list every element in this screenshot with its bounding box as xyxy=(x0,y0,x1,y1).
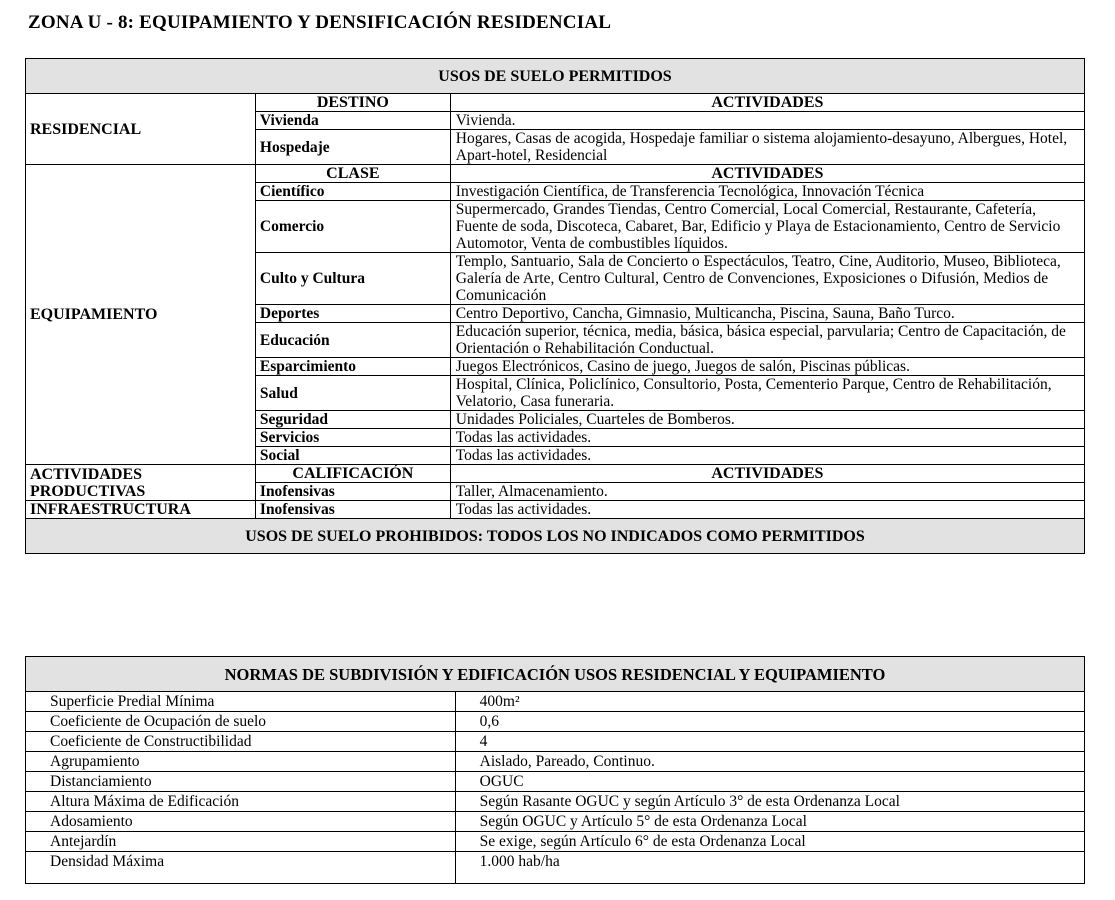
category-productivas: ACTIVIDADES PRODUCTIVAS xyxy=(26,465,256,501)
table-row xyxy=(26,752,1085,772)
clase-cell: Social xyxy=(255,447,450,465)
usos-suelo-table xyxy=(25,58,1085,554)
normas-header: NORMAS DE SUBDIVISIÓN Y EDIFICACIÓN USOS RESIDENCIAL Y EQUIPAMIENTO xyxy=(26,657,1085,692)
table-row xyxy=(26,772,1085,792)
norma-label: Densidad Máxima xyxy=(26,852,456,884)
col-actividades: ACTIVIDADES xyxy=(450,94,1084,112)
col-actividades: ACTIVIDADES xyxy=(450,465,1084,483)
table-row xyxy=(26,852,1085,884)
norma-value: Según Rasante OGUC y según Artículo 3° de esta Ordenanza Local xyxy=(455,792,1084,812)
norma-value: 4 xyxy=(455,732,1084,752)
clase-cell: Seguridad xyxy=(255,411,450,429)
norma-label: Coeficiente de Ocupación de suelo xyxy=(26,712,456,732)
normas-table xyxy=(25,656,1085,884)
actividades-cell: Supermercado, Grandes Tiendas, Centro Comercial, Local Comercial, Restaurante, Cafetería, Fuente de soda, Discoteca, Cabaret, Bar, Edificio y Playa de Estacionamiento, Centro de Servicio Automotor, Venta de combustibles líquidos. xyxy=(450,201,1084,253)
clase-cell: Salud xyxy=(255,376,450,411)
norma-value: Se exige, según Artículo 6° de esta Ordenanza Local xyxy=(455,832,1084,852)
category-residencial: RESIDENCIAL xyxy=(26,94,256,165)
norma-value: 400m² xyxy=(455,692,1084,712)
usos-prohibidos-footer: USOS DE SUELO PROHIBIDOS: TODOS LOS NO INDICADOS COMO PERMITIDOS xyxy=(26,519,1085,554)
col-clase: CLASE xyxy=(255,165,450,183)
norma-label: Coeficiente de Constructibilidad xyxy=(26,732,456,752)
actividades-cell: Hogares, Casas de acogida, Hospedaje familiar o sistema alojamiento-desayuno, Albergues, Hotel, Apart-hotel, Residencial xyxy=(450,130,1084,165)
destino-cell: Hospedaje xyxy=(255,130,450,165)
norma-label: Superficie Predial Mínima xyxy=(26,692,456,712)
col-calificacion: CALIFICACIÓN xyxy=(255,465,450,483)
norma-value: 1.000 hab/ha xyxy=(455,852,1084,884)
clase-cell: Servicios xyxy=(255,429,450,447)
actividades-cell: Templo, Santuario, Sala de Concierto o Espectáculos, Teatro, Cine, Auditorio, Museo, Biblioteca, Galería de Arte, Centro Cultural, Centro de Convenciones, Exposiciones o Difusión, Medios de Comunicación xyxy=(450,253,1084,305)
norma-value: Aislado, Pareado, Continuo. xyxy=(455,752,1084,772)
destino-cell: Vivienda xyxy=(255,112,450,130)
table-row xyxy=(26,712,1085,732)
col-actividades: ACTIVIDADES xyxy=(450,165,1084,183)
category-infraestructura: INFRAESTRUCTURA xyxy=(26,501,256,519)
norma-value: 0,6 xyxy=(455,712,1084,732)
actividades-cell: Juegos Electrónicos, Casino de juego, Juegos de salón, Piscinas públicas. xyxy=(450,358,1084,376)
norma-label: Distanciamiento xyxy=(26,772,456,792)
calificacion-cell: Inofensivas xyxy=(255,501,450,519)
col-destino: DESTINO xyxy=(255,94,450,112)
norma-label: Agrupamiento xyxy=(26,752,456,772)
actividades-cell: Investigación Científica, de Transferencia Tecnológica, Innovación Técnica xyxy=(450,183,1084,201)
table-row xyxy=(26,792,1085,812)
clase-cell: Culto y Cultura xyxy=(255,253,450,305)
actividades-cell: Educación superior, técnica, media, básica, básica especial, parvularia; Centro de Capacitación, de Orientación o Rehabilitación Conductual. xyxy=(450,323,1084,358)
actividades-cell: Todas las actividades. xyxy=(450,429,1084,447)
actividades-cell: Todas las actividades. xyxy=(450,501,1084,519)
calificacion-cell: Inofensivas xyxy=(255,483,450,501)
clase-cell: Educación xyxy=(255,323,450,358)
table-row xyxy=(26,832,1085,852)
usos-header: USOS DE SUELO PERMITIDOS xyxy=(26,59,1085,94)
table-row xyxy=(26,692,1085,712)
norma-label: Altura Máxima de Edificación xyxy=(26,792,456,812)
norma-value: OGUC xyxy=(455,772,1084,792)
actividades-cell: Taller, Almacenamiento. xyxy=(450,483,1084,501)
table-row xyxy=(26,812,1085,832)
actividades-cell: Todas las actividades. xyxy=(450,447,1084,465)
page-title: ZONA U - 8: EQUIPAMIENTO Y DENSIFICACIÓN RESIDENCIAL xyxy=(28,12,612,33)
actividades-cell: Unidades Policiales, Cuarteles de Bomberos. xyxy=(450,411,1084,429)
clase-cell: Científico xyxy=(255,183,450,201)
clase-cell: Deportes xyxy=(255,305,450,323)
actividades-cell: Centro Deportivo, Cancha, Gimnasio, Multicancha, Piscina, Sauna, Baño Turco. xyxy=(450,305,1084,323)
clase-cell: Comercio xyxy=(255,201,450,253)
actividades-cell: Vivienda. xyxy=(450,112,1084,130)
category-equipamiento: EQUIPAMIENTO xyxy=(26,165,256,465)
table-row xyxy=(26,732,1085,752)
norma-label: Antejardín xyxy=(26,832,456,852)
norma-label: Adosamiento xyxy=(26,812,456,832)
clase-cell: Esparcimiento xyxy=(255,358,450,376)
actividades-cell: Hospital, Clínica, Policlínico, Consultorio, Posta, Cementerio Parque, Centro de Rehabilitación, Velatorio, Casa funeraria. xyxy=(450,376,1084,411)
norma-value: Según OGUC y Artículo 5° de esta Ordenanza Local xyxy=(455,812,1084,832)
